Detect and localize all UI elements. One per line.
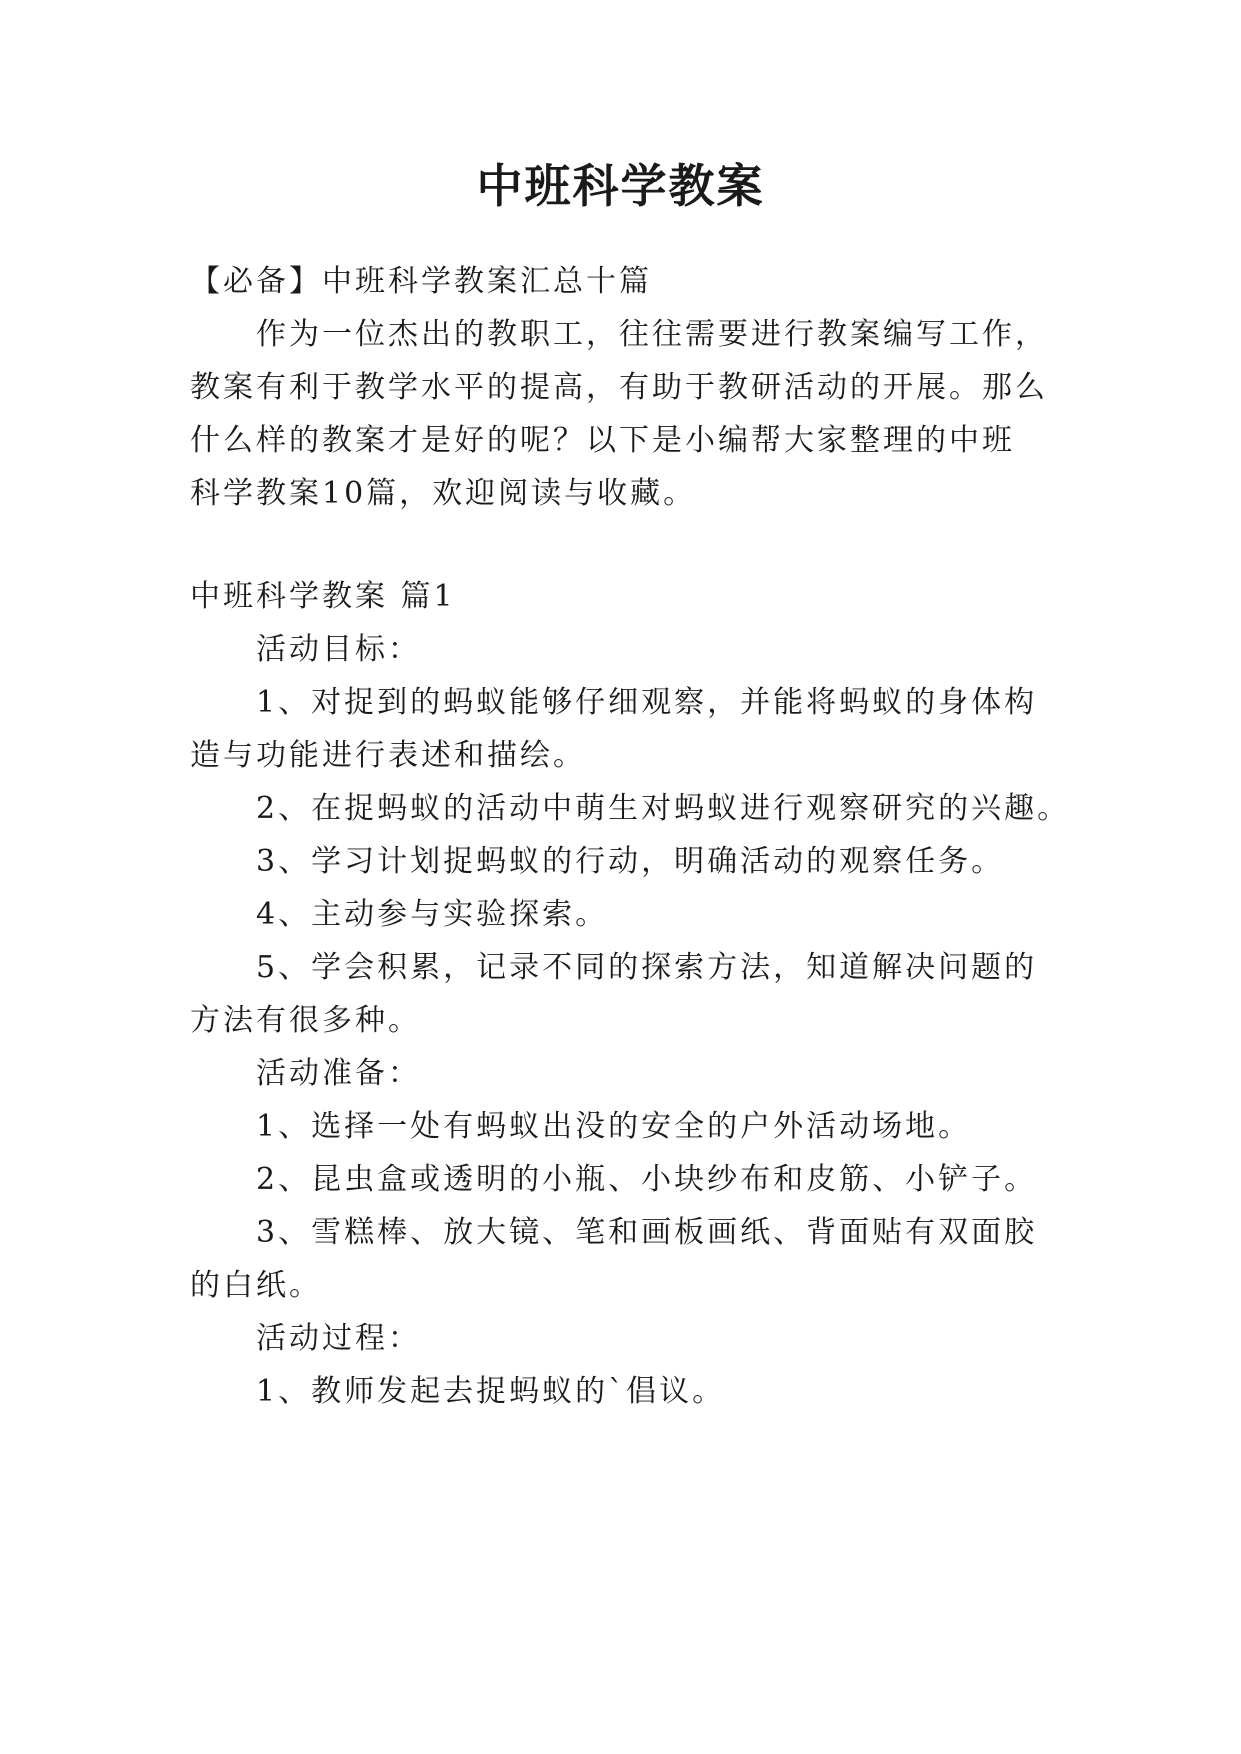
text-line: 教案有利于教学水平的提高，有助于教研活动的开展。那么 bbox=[190, 370, 1048, 405]
subtitle-line: 【必备】中班科学教案汇总十篇 bbox=[190, 264, 652, 299]
text-line: 造与功能进行表述和描绘。 bbox=[190, 738, 586, 773]
text-line: 1、对捉到的蚂蚁能够仔细观察，并能将蚂蚁的身体构 bbox=[256, 685, 1038, 720]
text-line: 3、雪糕棒、放大镜、笔和画板画纸、背面贴有双面胶 bbox=[256, 1215, 1038, 1250]
text-line: 方法有很多种。 bbox=[190, 1003, 421, 1038]
text-line: 活动过程： bbox=[256, 1321, 421, 1356]
section-heading: 中班科学教案 篇1 bbox=[190, 579, 456, 614]
text-line: 活动目标： bbox=[256, 632, 421, 667]
text-line: 1、选择一处有蚂蚁出没的安全的户外活动场地。 bbox=[256, 1109, 972, 1144]
text-line: 2、昆虫盒或透明的小瓶、小块纱布和皮筋、小铲子。 bbox=[256, 1162, 1038, 1197]
text-line: 什么样的教案才是好的呢？以下是小编帮大家整理的中班 bbox=[190, 423, 1015, 458]
text-line: 科学教案10篇，欢迎阅读与收藏。 bbox=[190, 476, 697, 511]
text-line: 5、学会积累，记录不同的探索方法，知道解决问题的 bbox=[256, 950, 1038, 985]
text-line: 4、主动参与实验探索。 bbox=[256, 897, 609, 932]
text-line: 3、学习计划捉蚂蚁的行动，明确活动的观察任务。 bbox=[256, 844, 1005, 879]
text-line: 2、在捉蚂蚁的活动中萌生对蚂蚁进行观察研究的兴趣。 bbox=[256, 791, 1071, 826]
text-line: 活动准备： bbox=[256, 1056, 421, 1091]
text-line: 的白纸。 bbox=[190, 1268, 322, 1303]
document-title: 中班科学教案 bbox=[476, 159, 765, 213]
text-line: 作为一位杰出的教职工，往往需要进行教案编写工作， bbox=[256, 317, 1048, 352]
text-line: 1、教师发起去捉蚂蚁的`倡议。 bbox=[256, 1374, 726, 1409]
